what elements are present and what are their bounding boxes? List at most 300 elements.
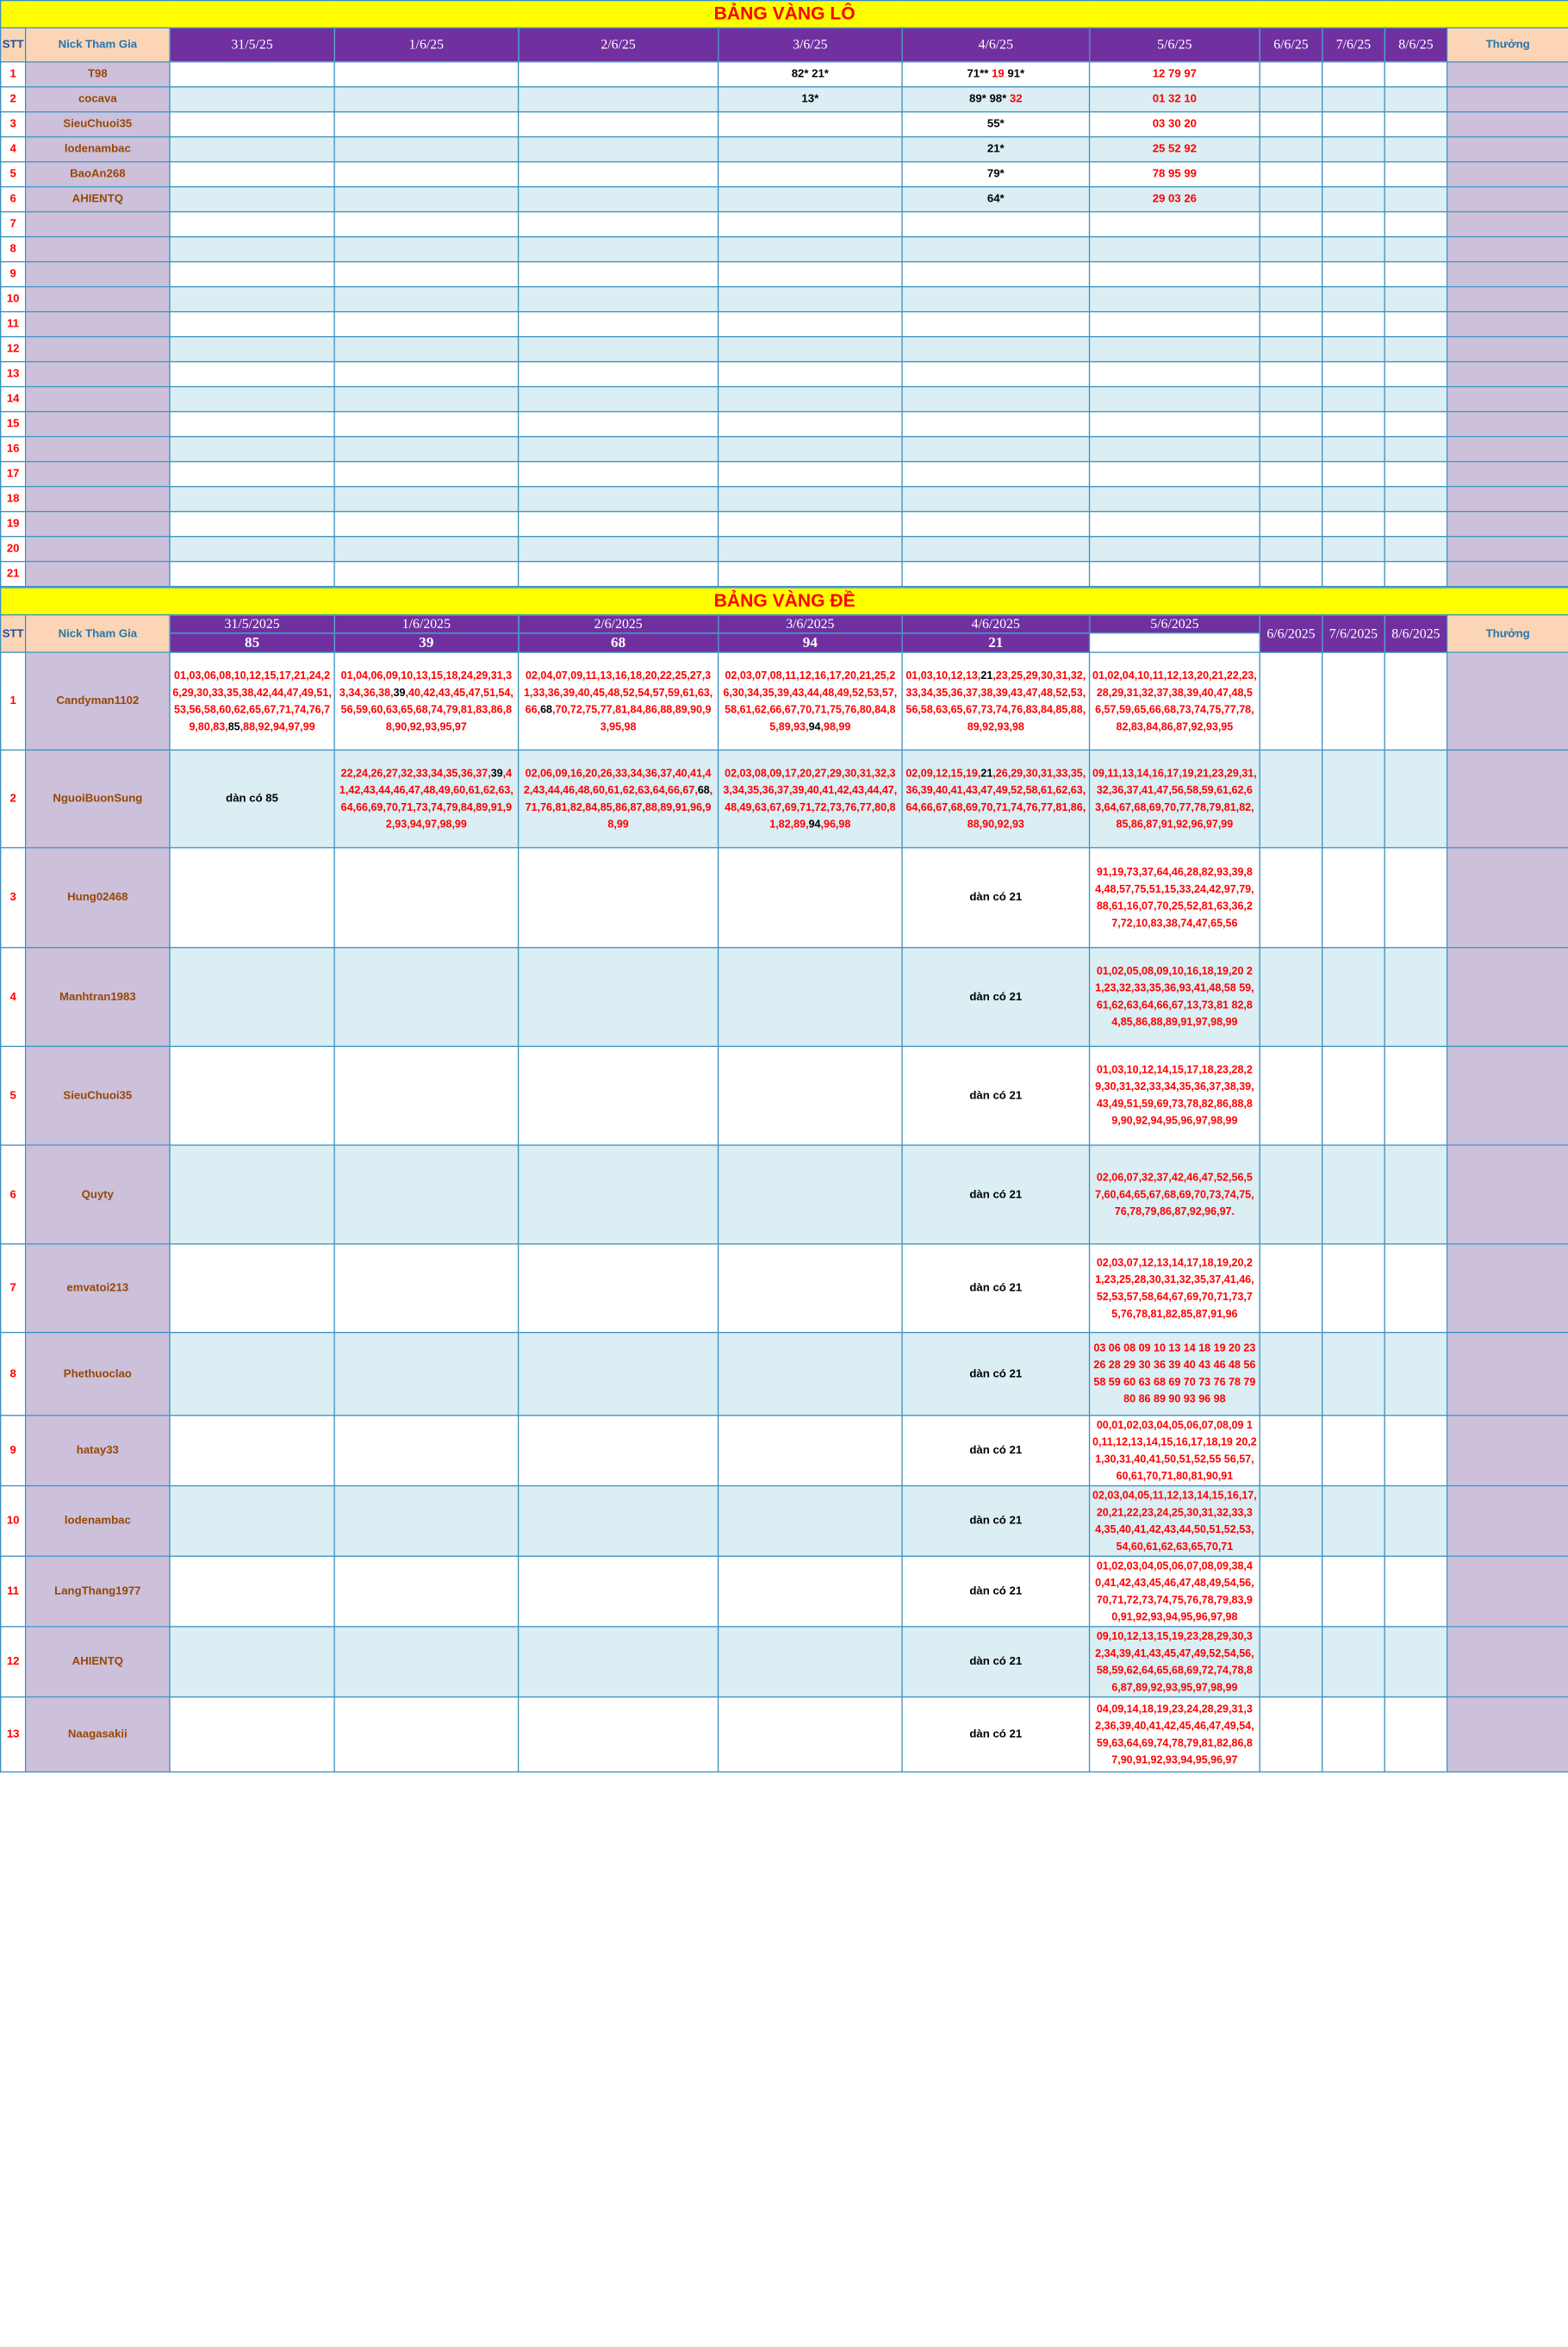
lo-cell (170, 212, 334, 237)
de-cell: 04,09,14,18,19,23,24,28,29,31,32,36,39,40,41,42,45,46,47,49,54,59,63,64,69,74,78,79,81,82,86,87,90,91,92,93,94,95,96,97 (1090, 1697, 1260, 1772)
de-cell (1384, 1145, 1447, 1244)
highlighted-number: 21 (980, 669, 993, 682)
lo-cell (170, 237, 334, 262)
lo-row-nick (26, 487, 170, 512)
de-row-thuong (1447, 1416, 1568, 1486)
lo-row (1, 87, 1568, 112)
de-row (1, 1416, 1568, 1486)
highlighted-number: 68 (697, 784, 710, 797)
lo-row-stt: 12 (1, 337, 26, 362)
lo-cell (519, 162, 719, 187)
lo-cell (1260, 287, 1322, 312)
de-note: dàn có 21 (902, 848, 1089, 948)
lo-row (1, 487, 1568, 512)
highlighted-number: 39 (393, 686, 406, 700)
de-note: dàn có 21 (902, 1697, 1089, 1772)
lo-cell (170, 337, 334, 362)
number-text: 02,03,07,08,11,12,16,17,20,21,25,26,30,34,35,39,43,44,48,49,52,53,57,58,61,62,66,67,70,71,75,76,80,84,85,89,93, (723, 669, 898, 733)
lo-row-stt: 9 (1, 262, 26, 287)
lo-cell (719, 562, 902, 587)
lo-row-stt: 16 (1, 437, 26, 462)
lo-cell (902, 512, 1089, 537)
de-cell (1322, 652, 1384, 750)
de-cell (1322, 1416, 1384, 1486)
lo-cell (1090, 262, 1260, 287)
lo-cell (1322, 562, 1384, 587)
lo-header-date: 31/5/25 (170, 28, 334, 62)
de-cell (719, 1416, 902, 1486)
lo-cell (1322, 512, 1384, 537)
number-text: 01,03,10,12,13, (905, 669, 981, 682)
lo-cell (334, 462, 518, 487)
lo-row-stt: 15 (1, 412, 26, 437)
lo-cell (1322, 412, 1384, 437)
de-header-dates-row (1, 615, 1568, 633)
de-cell (1260, 948, 1322, 1047)
lo-cell: 13* (719, 87, 902, 112)
de-table (0, 587, 1568, 1772)
de-cell (1322, 1333, 1384, 1416)
de-row (1, 948, 1568, 1047)
lo-row (1, 112, 1568, 137)
lo-cell (1090, 387, 1260, 412)
lo-cell (170, 262, 334, 287)
de-cell (1384, 1333, 1447, 1416)
lo-cell (170, 62, 334, 87)
lo-cell (719, 137, 902, 162)
de-cell (519, 1627, 719, 1697)
de-cell (170, 1627, 334, 1697)
lo-cell (519, 387, 719, 412)
lo-cell (334, 537, 518, 562)
de-cell (170, 848, 334, 948)
de-cell: 09,10,12,13,15,19,23,28,29,30,32,34,39,41,43,45,47,49,52,54,56,58,59,62,64,65,68,69,72,74,78,86,87,89,92,93,95,97,98,99 (1090, 1627, 1260, 1697)
lo-row-thuong (1447, 437, 1568, 462)
de-header-date: 1/6/2025 (334, 615, 518, 633)
lo-table (0, 0, 1568, 587)
lo-cell (719, 387, 902, 412)
lo-header-date: 6/6/25 (1260, 28, 1322, 62)
de-note: dàn có 21 (902, 1046, 1089, 1145)
de-cell (334, 1416, 518, 1486)
lo-row (1, 537, 1568, 562)
lo-cell (519, 512, 719, 537)
de-header-result: 85 (170, 633, 334, 652)
lo-cell (334, 62, 518, 87)
lo-cell (170, 287, 334, 312)
de-cell (519, 948, 719, 1047)
lo-row (1, 462, 1568, 487)
lo-cell (1384, 387, 1447, 412)
de-cell (170, 948, 334, 1047)
lo-cell (1090, 312, 1260, 337)
lo-row-thuong (1447, 112, 1568, 137)
de-header-date: 3/6/2025 (719, 615, 902, 633)
de-cell (334, 1556, 518, 1627)
lo-cell (1260, 337, 1322, 362)
lo-header-stt: STT (1, 28, 26, 62)
lo-cell (1260, 262, 1322, 287)
lo-cell (1260, 562, 1322, 587)
lo-row-nick (26, 537, 170, 562)
highlighted-number: 39 (490, 767, 503, 780)
lo-cell (519, 262, 719, 287)
lo-cell (719, 162, 902, 187)
lo-cell (519, 137, 719, 162)
lo-cell (1384, 212, 1447, 237)
de-title: BẢNG VÀNG ĐỀ (1, 588, 1568, 615)
lo-cell (1260, 537, 1322, 562)
de-note: dàn có 21 (902, 1416, 1089, 1486)
de-cell (1384, 1556, 1447, 1627)
de-cell (334, 1627, 518, 1697)
de-row-stt: 3 (1, 848, 26, 948)
lo-row (1, 262, 1568, 287)
lo-cell (1322, 137, 1384, 162)
lo-cell (170, 162, 334, 187)
de-row-stt: 1 (1, 652, 26, 750)
de-cell (170, 1556, 334, 1627)
lo-cell (170, 187, 334, 212)
lo-cell (1384, 437, 1447, 462)
de-cell (334, 652, 518, 750)
lo-row (1, 387, 1568, 412)
lo-cell: 12 79 97 (1090, 62, 1260, 87)
lo-row-thuong (1447, 187, 1568, 212)
lo-cell (719, 362, 902, 387)
lo-cell (902, 87, 1089, 112)
highlighted-number: 21 (980, 767, 993, 780)
de-cell (334, 1697, 518, 1772)
number-text: 01,03,06,08,10,12,15,17,21,24,26,29,30,33,35,38,42,44,47,49,51,53,56,58,60,62,65,67,71,74,76,79,80,83, (172, 669, 332, 733)
de-row-thuong (1447, 1627, 1568, 1697)
lo-cell (719, 287, 902, 312)
lo-cell (519, 237, 719, 262)
lo-cell (170, 362, 334, 387)
de-cell (170, 1046, 334, 1145)
highlighted-number: 32 (1009, 93, 1023, 106)
de-cell (1260, 1145, 1322, 1244)
de-row-thuong (1447, 1145, 1568, 1244)
de-note: dàn có 21 (902, 1627, 1089, 1697)
lo-cell (902, 262, 1089, 287)
de-header-result: 21 (902, 633, 1089, 652)
number-text: ,41,42,43,44,46,47,48,49,60,61,62,63,64,66,69,70,71,73,74,79,84,89,91,92,93,94,97,98,99 (339, 767, 513, 831)
lo-cell (334, 412, 518, 437)
de-cell (1384, 1697, 1447, 1772)
de-header-result (1090, 633, 1260, 652)
lo-row-thuong (1447, 212, 1568, 237)
lo-row-stt: 17 (1, 462, 26, 487)
lo-cell: 64* (902, 187, 1089, 212)
lo-row-nick: lodenambac (26, 137, 170, 162)
de-cell: 02,03,04,05,11,12,13,14,15,16,17,20,21,22,23,24,25,30,31,32,33,34,35,40,41,42,43,44,50,51,52,53,54,60,61,62,63,65,70,71 (1090, 1485, 1260, 1556)
lo-row-thuong (1447, 237, 1568, 262)
de-cell (1260, 1697, 1322, 1772)
de-header-date: 5/6/2025 (1090, 615, 1260, 633)
lo-cell (1384, 187, 1447, 212)
lo-cell (1384, 537, 1447, 562)
de-cell (719, 1333, 902, 1416)
lo-cell (1260, 62, 1322, 87)
lo-row-stt: 14 (1, 387, 26, 412)
lo-cell (334, 362, 518, 387)
number-text: ,71,76,81,82,84,85,86,87,88,89,91,96,98,99 (525, 784, 713, 831)
lo-cell (902, 562, 1089, 587)
lo-cell (334, 162, 518, 187)
lo-cell (1384, 487, 1447, 512)
lo-cell (719, 312, 902, 337)
de-cell (334, 1244, 518, 1333)
lo-header-date: 5/6/25 (1090, 28, 1260, 62)
lo-cell (1090, 337, 1260, 362)
lo-row-nick (26, 412, 170, 437)
lo-cell (1322, 337, 1384, 362)
lo-cell (719, 487, 902, 512)
lo-row-stt: 4 (1, 137, 26, 162)
lo-cell (1384, 62, 1447, 87)
de-cell (334, 1145, 518, 1244)
lo-row-stt: 2 (1, 87, 26, 112)
lo-cell (1260, 187, 1322, 212)
lo-cell (334, 312, 518, 337)
highlighted-number: 19 (992, 68, 1005, 81)
de-cell (1260, 750, 1322, 847)
lo-cell (1322, 262, 1384, 287)
de-cell (1260, 1416, 1322, 1486)
de-cell (1384, 1627, 1447, 1697)
lo-cell (1260, 137, 1322, 162)
lo-cell (902, 237, 1089, 262)
de-row (1, 652, 1568, 750)
lo-cell (1090, 212, 1260, 237)
lo-cell (1322, 162, 1384, 187)
lo-cell (519, 87, 719, 112)
lo-cell (719, 537, 902, 562)
de-note: dàn có 21 (902, 1145, 1089, 1244)
lo-cell (1260, 512, 1322, 537)
de-cell (1260, 1046, 1322, 1145)
lo-cell (1090, 512, 1260, 537)
lo-row (1, 312, 1568, 337)
de-row-stt: 11 (1, 1556, 26, 1627)
lo-row-thuong (1447, 62, 1568, 87)
lo-cell (1260, 112, 1322, 137)
lo-row-thuong (1447, 362, 1568, 387)
de-note: dàn có 21 (902, 1485, 1089, 1556)
lo-row (1, 212, 1568, 237)
lo-cell (902, 337, 1089, 362)
de-cell (519, 1046, 719, 1145)
de-cell: 00,01,02,03,04,05,06,07,08,09 10,11,12,13,14,15,16,17,18,19 20,21,30,31,40,41,50,51,52,55 56,57,60,61,70,71,80,81,90,91 (1090, 1416, 1260, 1486)
lo-cell (902, 62, 1089, 87)
lo-row-thuong (1447, 537, 1568, 562)
de-cell (170, 652, 334, 750)
lo-cell (1090, 362, 1260, 387)
de-cell (519, 1556, 719, 1627)
lo-cell (1384, 137, 1447, 162)
lo-row-thuong (1447, 462, 1568, 487)
lo-cell (1260, 437, 1322, 462)
lo-cell (334, 287, 518, 312)
de-cell (519, 1416, 719, 1486)
de-row-nick: Naagasakii (26, 1697, 170, 1772)
de-cell (334, 848, 518, 948)
lo-cell (719, 262, 902, 287)
lo-cell (1384, 512, 1447, 537)
lo-cell (1384, 337, 1447, 362)
de-row-stt: 13 (1, 1697, 26, 1772)
number-text: ,96,98 (820, 818, 851, 831)
de-cell (1260, 1244, 1322, 1333)
lo-cell (902, 387, 1089, 412)
de-header-date: 4/6/2025 (902, 615, 1089, 633)
de-row-thuong (1447, 652, 1568, 750)
de-row-nick: LangThang1977 (26, 1556, 170, 1627)
de-cell (1384, 1046, 1447, 1145)
lo-cell (519, 62, 719, 87)
lo-row-stt: 19 (1, 512, 26, 537)
lo-row (1, 237, 1568, 262)
number-text: 91* (1004, 68, 1025, 81)
de-header-thuong: Thưởng (1447, 615, 1568, 652)
lo-cell (1322, 462, 1384, 487)
lo-cell (519, 412, 719, 437)
lo-cell (902, 487, 1089, 512)
lo-cell (170, 387, 334, 412)
lo-cell (519, 362, 719, 387)
lo-cell (170, 562, 334, 587)
de-row-thuong (1447, 1046, 1568, 1145)
de-row-thuong (1447, 750, 1568, 847)
lo-header-row (1, 28, 1568, 62)
lo-header-date: 2/6/25 (519, 28, 719, 62)
lo-row (1, 187, 1568, 212)
lo-row-nick: SieuChuoi35 (26, 112, 170, 137)
lo-cell (902, 537, 1089, 562)
lo-cell (334, 487, 518, 512)
de-cell: 02,06,07,32,37,42,46,47,52,56,57,60,64,65,67,68,69,70,73,74,75,76,78,79,86,87,92,96,97. (1090, 1145, 1260, 1244)
de-cell (334, 750, 518, 847)
de-row-thuong (1447, 1244, 1568, 1333)
lo-cell (1260, 387, 1322, 412)
lo-row (1, 362, 1568, 387)
lo-cell (719, 412, 902, 437)
lo-cell: 21* (902, 137, 1089, 162)
lo-cell: 25 52 92 (1090, 137, 1260, 162)
de-row-stt: 9 (1, 1416, 26, 1486)
de-cell (1260, 1485, 1322, 1556)
lo-cell (334, 337, 518, 362)
lo-cell (519, 437, 719, 462)
lo-header-date: 8/6/25 (1384, 28, 1447, 62)
lo-row-thuong (1447, 512, 1568, 537)
de-cell (1322, 848, 1384, 948)
lo-cell (519, 112, 719, 137)
lo-cell (719, 212, 902, 237)
lo-cell (1322, 437, 1384, 462)
lo-cell (1090, 287, 1260, 312)
lo-row-thuong (1447, 562, 1568, 587)
lo-header-thuong: Thưởng (1447, 28, 1568, 62)
lo-cell (334, 437, 518, 462)
lo-row-stt: 18 (1, 487, 26, 512)
lo-row-thuong (1447, 487, 1568, 512)
lo-row-nick (26, 462, 170, 487)
lo-cell (1090, 537, 1260, 562)
de-cell (1384, 1485, 1447, 1556)
lo-cell (1260, 362, 1322, 387)
de-row (1, 1333, 1568, 1416)
de-cell (519, 750, 719, 847)
lo-cell (334, 187, 518, 212)
de-row-stt: 5 (1, 1046, 26, 1145)
lo-row-nick (26, 337, 170, 362)
lo-cell (1322, 487, 1384, 512)
lo-cell (519, 337, 719, 362)
lo-row-thuong (1447, 262, 1568, 287)
lo-cell (902, 362, 1089, 387)
de-note: dàn có 85 (170, 750, 334, 847)
lo-row (1, 512, 1568, 537)
de-row-thuong (1447, 1485, 1568, 1556)
de-cell (1322, 1697, 1384, 1772)
de-cell (1384, 948, 1447, 1047)
lo-cell (1260, 462, 1322, 487)
de-cell (1322, 1244, 1384, 1333)
lo-cell (170, 437, 334, 462)
lo-row (1, 287, 1568, 312)
de-cell (1260, 848, 1322, 948)
de-cell (1322, 1556, 1384, 1627)
de-cell (334, 1046, 518, 1145)
lo-cell (519, 212, 719, 237)
lo-cell (1322, 112, 1384, 137)
de-row-nick: AHIENTQ (26, 1627, 170, 1697)
lo-cell (334, 87, 518, 112)
lo-row-stt: 6 (1, 187, 26, 212)
de-row-nick: emvatoi213 (26, 1244, 170, 1333)
de-header-result: 68 (519, 633, 719, 652)
de-row (1, 1145, 1568, 1244)
de-cell (519, 848, 719, 948)
de-cell: 01,02,04,10,11,12,13,20,21,22,23,28,29,31,32,37,38,39,40,47,48,56,57,59,65,66,68,73,74,75,77,78,82,83,84,86,87,92,93,95 (1090, 652, 1260, 750)
lo-cell (519, 187, 719, 212)
de-cell (719, 750, 902, 847)
de-row-stt: 12 (1, 1627, 26, 1697)
lo-row-stt: 21 (1, 562, 26, 587)
lo-cell (334, 237, 518, 262)
lo-cell (519, 562, 719, 587)
de-header-date: 8/6/2025 (1384, 615, 1447, 652)
de-cell (1322, 750, 1384, 847)
lo-row-stt: 7 (1, 212, 26, 237)
lo-cell (334, 137, 518, 162)
de-cell (1260, 1333, 1322, 1416)
de-row-thuong (1447, 948, 1568, 1047)
lo-cell (519, 462, 719, 487)
lo-row-nick (26, 362, 170, 387)
de-cell (519, 1145, 719, 1244)
lo-row-stt: 20 (1, 537, 26, 562)
lo-cell (519, 537, 719, 562)
lo-cell (334, 212, 518, 237)
lo-row-nick: BaoAn268 (26, 162, 170, 187)
lo-cell (1090, 487, 1260, 512)
highlighted-number: 85 (227, 720, 240, 733)
de-cell (170, 1244, 334, 1333)
lo-header-date: 4/6/25 (902, 28, 1089, 62)
